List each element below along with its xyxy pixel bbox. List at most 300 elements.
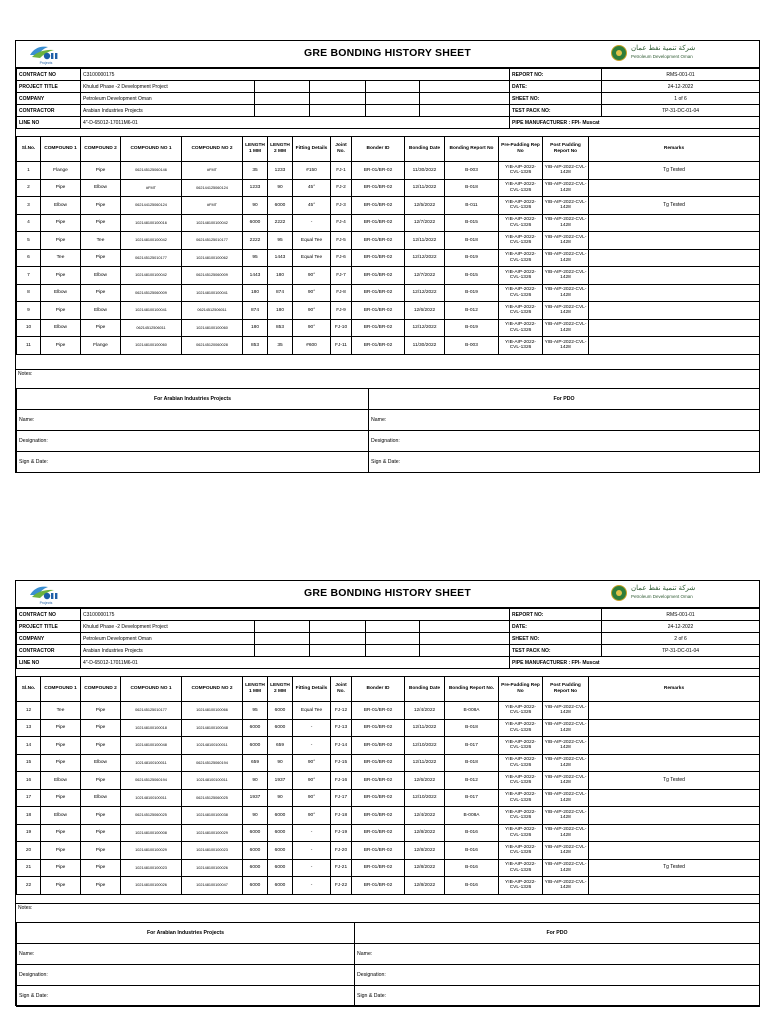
bonding-report-no-cell: B-017 (445, 789, 499, 807)
table-row (17, 319, 760, 337)
compound-2-cell: Pipe (81, 284, 121, 302)
sheet-no-label: SHEET NO: (510, 93, 602, 105)
compound-no-2-cell: 10214810010002​6 (182, 859, 243, 877)
info-empty-cell (310, 621, 366, 633)
compound-1-cell: Elbow (41, 284, 81, 302)
compound-2-cell: Pipe (81, 249, 121, 267)
table-row (17, 719, 760, 737)
company-value: Petroleum Development Oman (81, 633, 255, 645)
compound-no-2-cell: 06214512006002​8 (182, 337, 243, 355)
compound-1-cell: Elbow (41, 772, 81, 790)
test-pack-value: TP-31-DC-01-04 (602, 645, 760, 657)
sl-no-cell: 6 (17, 249, 41, 267)
compound-1-cell: Elbow (41, 807, 81, 825)
fitting-details-cell: - (293, 719, 331, 737)
post-padding-report-no-cell: YIB-AIP-2022-CVL-1428 (543, 162, 589, 180)
fitting-details-cell: 90° (293, 284, 331, 302)
length-1-cell: 6000 (243, 842, 268, 860)
sl-no-cell: 22 (17, 877, 41, 895)
compound-2-cell: Elbow (81, 789, 121, 807)
post-padding-report-no-cell: YIB-AIP-2022-CVL-1428 (543, 214, 589, 232)
post-padding-report-no-cell: YIB-AIP-2022-CVL-1428 (543, 284, 589, 302)
post-padding-report-no-cell: YIB-AIP-2022-CVL-1428 (543, 842, 589, 860)
length-2-cell: 6000 (268, 842, 293, 860)
table-row (17, 772, 760, 790)
post-padding-report-no-cell: YIB-AIP-2022-CVL-1428 (543, 877, 589, 895)
sl-no-cell: 18 (17, 807, 41, 825)
test-pack-value: TP-31-DC-01-04 (602, 105, 760, 117)
length-1-cell: 6000 (243, 824, 268, 842)
line-no-label: LINE NO (17, 117, 81, 129)
table-row (17, 249, 760, 267)
info-empty-cell (420, 93, 510, 105)
compound-2-cell: Pipe (81, 859, 121, 877)
date-value: 24-12-2022 (602, 81, 760, 93)
bonding-report-no-cell: B-016 (445, 877, 499, 895)
compound-no-1-cell: 10214810010000​8 (121, 824, 182, 842)
compound-no-1-cell: 06214412506012​4 (121, 197, 182, 215)
pre-padding-rep-no-cell: YIB-AIP-2022-CVL-1326 (499, 737, 543, 755)
bonding-date-cell: 12/8/2022 (405, 842, 445, 860)
sl-no-cell: 7 (17, 267, 41, 285)
remarks-cell (589, 842, 760, 860)
compound-1-cell: Tee (41, 249, 81, 267)
logo-caption: Projects (39, 61, 53, 65)
fitting-details-cell: Equal Tee (293, 249, 331, 267)
compound-no-2-cell: 10214810010006​2 (182, 249, 243, 267)
compound-no-2-cell: 10214810010004​1 (182, 284, 243, 302)
bonder-id-cell: BR-01/BR-02 (352, 284, 405, 302)
post-padding-report-no-cell: YIB-AIP-2022-CVL-1428 (543, 737, 589, 755)
joint-no-cell: FJ-8 (331, 284, 352, 302)
pre-padding-rep-no-cell: YIB-AIP-2022-CVL-1326 (499, 719, 543, 737)
fitting-details-cell: 90° (293, 319, 331, 337)
fitting-details-cell: 90° (293, 754, 331, 772)
col-header: Remarks (589, 677, 760, 702)
remarks-cell (589, 302, 760, 320)
table-header-row (17, 677, 760, 702)
length-1-cell: 6000 (243, 859, 268, 877)
info-empty-cell (420, 621, 510, 633)
bonding-date-cell: 12/11/2022 (405, 232, 445, 250)
sheet-no-value: 2 of 6 (602, 633, 760, 645)
compound-1-cell: Elbow (41, 197, 81, 215)
sl-no-cell: 16 (17, 772, 41, 790)
bonding-date-cell: 12/12/2022 (405, 249, 445, 267)
info-empty-cell (255, 105, 310, 117)
col-header: LENGTH 1 MM (243, 137, 268, 162)
test-pack-label: TEST PACK NO: (510, 645, 602, 657)
sl-no-cell: 13 (17, 719, 41, 737)
remarks-cell (589, 179, 760, 197)
compound-no-1-cell: 10214810010006​0 (121, 337, 182, 355)
table-row (17, 702, 760, 720)
sl-no-cell: 20 (17, 842, 41, 860)
remarks-cell (589, 214, 760, 232)
col-header: Sl.No. (17, 677, 41, 702)
pipe-manufacturer: PIPE MANUFACTURER : FPI- Muscat (510, 117, 760, 129)
info-empty-cell (366, 81, 420, 93)
bonding-report-no-cell: B-019 (445, 319, 499, 337)
info-empty-cell (255, 633, 310, 645)
compound-1-cell: Pipe (41, 337, 81, 355)
bonding-date-cell: 11/30/2022 (405, 337, 445, 355)
joint-no-cell: FJ-5 (331, 232, 352, 250)
length-2-cell: 95 (268, 232, 293, 250)
compound-no-1-cell: 10214810010002​3 (121, 859, 182, 877)
col-header: Bonder ID (352, 137, 405, 162)
contractor-value: Arabian Industries Projects (81, 105, 255, 117)
bonding-report-no-cell: B-019 (445, 284, 499, 302)
compound-2-cell: Tee (81, 232, 121, 250)
remarks-cell (589, 824, 760, 842)
table-row (17, 267, 760, 285)
compound-no-2-cell: #FMT (182, 197, 243, 215)
fitting-details-cell: #150 (293, 162, 331, 180)
bonding-report-no-cell: B-016 (445, 824, 499, 842)
length-2-cell: 180 (268, 302, 293, 320)
compound-no-1-cell: 10214810010001​8 (121, 719, 182, 737)
bonding-report-no-cell: B-003 (445, 162, 499, 180)
bonder-id-cell: BR-01/BR-02 (352, 319, 405, 337)
bonding-report-no-cell: B-018 (445, 719, 499, 737)
compound-1-cell: Pipe (41, 789, 81, 807)
sig-pdo-heading: For PDO (369, 389, 760, 410)
length-2-cell: 2222 (268, 214, 293, 232)
joint-no-cell: FJ-13 (331, 719, 352, 737)
sl-no-cell: 11 (17, 337, 41, 355)
length-2-cell: 35 (268, 337, 293, 355)
fitting-details-cell: #600 (293, 337, 331, 355)
report-no-value: RMS-001-01 (602, 609, 760, 621)
bonding-date-cell: 12/6/2022 (405, 772, 445, 790)
info-empty-cell (366, 645, 420, 657)
joint-no-cell: FJ-19 (331, 824, 352, 842)
bonding-report-no-cell: B-008A (445, 702, 499, 720)
post-padding-report-no-cell: YIB-AIP-2022-CVL-1428 (543, 807, 589, 825)
sl-no-cell: 5 (17, 232, 41, 250)
sig-pdo-heading: For PDO (355, 923, 760, 944)
bonding-date-cell: 12/10/2022 (405, 737, 445, 755)
fitting-details-cell: 90° (293, 772, 331, 790)
length-2-cell: 90 (268, 754, 293, 772)
table-row (17, 214, 760, 232)
sl-no-cell: 1 (17, 162, 41, 180)
length-2-cell: 6000 (268, 824, 293, 842)
sheet-frame (15, 40, 760, 473)
compound-no-1-cell: 06214512506011 (121, 319, 182, 337)
compound-no-2-cell: 10214810010006​0 (182, 319, 243, 337)
length-1-cell: 853 (243, 337, 268, 355)
remarks-cell (589, 719, 760, 737)
sheet-no-value: 1 of 6 (602, 93, 760, 105)
post-padding-report-no-cell: YIB-AIP-2022-CVL-1428 (543, 824, 589, 842)
length-2-cell: 853 (268, 319, 293, 337)
bonding-table (16, 136, 760, 355)
sl-no-cell: 2 (17, 179, 41, 197)
length-2-cell: 1937 (268, 772, 293, 790)
bonding-date-cell: 11/30/2022 (405, 162, 445, 180)
fitting-details-cell: - (293, 877, 331, 895)
table-row (17, 162, 760, 180)
post-padding-report-no-cell: YIB-AIP-2022-CVL-1428 (543, 179, 589, 197)
col-header: COMPOUND NO 2 (182, 137, 243, 162)
bonding-date-cell: 12/7/2022 (405, 214, 445, 232)
col-header: Bonding Date (405, 677, 445, 702)
joint-no-cell: FJ-6 (331, 249, 352, 267)
length-1-cell: 180 (243, 319, 268, 337)
bonding-report-no-cell: B-018 (445, 754, 499, 772)
bonder-id-cell: BR-01/BR-02 (352, 162, 405, 180)
compound-2-cell: Pipe (81, 877, 121, 895)
sl-no-cell: 10 (17, 319, 41, 337)
sig-contractor-designation: Designation: (17, 965, 355, 986)
joint-no-cell: FJ-20 (331, 842, 352, 860)
length-1-cell: 1937 (243, 789, 268, 807)
report-no-label: REPORT NO: (510, 69, 602, 81)
joint-no-cell: FJ-10 (331, 319, 352, 337)
length-1-cell: 6000 (243, 719, 268, 737)
sig-contractor-name: Name: (17, 410, 369, 431)
pre-padding-rep-no-cell: YIB-AIP-2022-CVL-1326 (499, 772, 543, 790)
info-empty-cell (255, 621, 310, 633)
bonding-report-no-cell: B-015 (445, 214, 499, 232)
post-padding-report-no-cell: YIB-AIP-2022-CVL-1428 (543, 337, 589, 355)
compound-no-2-cell: 10214810010002​3 (182, 842, 243, 860)
sl-no-cell: 12 (17, 702, 41, 720)
bonding-date-cell: 12/8/2022 (405, 877, 445, 895)
pdo-logo (611, 583, 751, 605)
bonding-report-no-cell: B-017 (445, 737, 499, 755)
post-padding-report-no-cell: YIB-AIP-2022-CVL-1428 (543, 249, 589, 267)
info-table (16, 68, 760, 129)
info-empty-cell (420, 81, 510, 93)
pre-padding-rep-no-cell: YIB-AIP-2022-CVL-1326 (499, 214, 543, 232)
pre-padding-rep-no-cell: YIB-AIP-2022-CVL-1326 (499, 824, 543, 842)
length-2-cell: 6000 (268, 807, 293, 825)
length-2-cell: 6000 (268, 197, 293, 215)
pre-padding-rep-no-cell: YIB-AIP-2022-CVL-1326 (499, 197, 543, 215)
length-1-cell: 6000 (243, 214, 268, 232)
length-2-cell: 180 (268, 267, 293, 285)
contract-no-value: C3100000175 (81, 69, 510, 81)
info-empty-cell (310, 93, 366, 105)
compound-no-1-cell: 10214810010004​8 (121, 737, 182, 755)
post-padding-report-no-cell: YIB-AIP-2022-CVL-1428 (543, 789, 589, 807)
col-header: LENGTH 2 MM (268, 137, 293, 162)
bonding-date-cell: 12/11/2022 (405, 754, 445, 772)
bonder-id-cell: BR-01/BR-02 (352, 824, 405, 842)
table-row (17, 842, 760, 860)
bonding-date-cell: 12/4/2022 (405, 807, 445, 825)
col-header: Sl.No. (17, 137, 41, 162)
post-padding-report-no-cell: YIB-AIP-2022-CVL-1428 (543, 267, 589, 285)
post-padding-report-no-cell: YIB-AIP-2022-CVL-1428 (543, 232, 589, 250)
compound-2-cell: Elbow (81, 179, 121, 197)
col-header: Bonding Report No (445, 137, 499, 162)
remarks-cell: Tg Tested (589, 772, 760, 790)
bonder-id-cell: BR-01/BR-02 (352, 197, 405, 215)
sig-contractor-sign-date: Sign & Date: (17, 452, 369, 473)
info-empty-cell (255, 645, 310, 657)
remarks-cell (589, 737, 760, 755)
company-label: COMPANY (17, 93, 81, 105)
pdo-seal-icon (611, 45, 627, 61)
bonder-id-cell: BR-01/BR-02 (352, 179, 405, 197)
contract-no-value: C3100000175 (81, 609, 510, 621)
sl-no-cell: 14 (17, 737, 41, 755)
sl-no-cell: 4 (17, 214, 41, 232)
pre-padding-rep-no-cell: YIB-AIP-2022-CVL-1326 (499, 807, 543, 825)
joint-no-cell: FJ-9 (331, 302, 352, 320)
logo-caption: Projects (39, 601, 53, 605)
fitting-details-cell: - (293, 214, 331, 232)
compound-no-1-cell: 10214810010004​2 (121, 267, 182, 285)
remarks-cell (589, 789, 760, 807)
bonding-date-cell: 12/4/2022 (405, 702, 445, 720)
remarks-cell (589, 807, 760, 825)
length-2-cell: 6000 (268, 719, 293, 737)
bonding-report-no-cell: B-016 (445, 859, 499, 877)
compound-no-2-cell: 06214512506011 (182, 302, 243, 320)
compound-no-1-cell: 06214512506019​4 (121, 772, 182, 790)
compound-1-cell: Flange (41, 162, 81, 180)
pre-padding-rep-no-cell: YIB-AIP-2022-CVL-1326 (499, 337, 543, 355)
compound-1-cell: Pipe (41, 214, 81, 232)
col-header: Fitting Details (293, 677, 331, 702)
remarks-cell: Tg Tested (589, 859, 760, 877)
compound-1-cell: Elbow (41, 319, 81, 337)
sig-pdo-name: Name: (355, 944, 760, 965)
contractor-value: Arabian Industries Projects (81, 645, 255, 657)
sl-no-cell: 3 (17, 197, 41, 215)
length-2-cell: 90 (268, 179, 293, 197)
pdo-english-name: Petroleum Development Oman (631, 594, 693, 599)
length-1-cell: 180 (243, 284, 268, 302)
sig-contractor-name: Name: (17, 944, 355, 965)
col-header: LENGTH 1 MM (243, 677, 268, 702)
sig-pdo-sign-date: Sign & Date: (369, 452, 760, 473)
compound-2-cell: Elbow (81, 754, 121, 772)
pre-padding-rep-no-cell: YIB-AIP-2022-CVL-1326 (499, 789, 543, 807)
compound-no-1-cell: 06214512506002​5 (121, 807, 182, 825)
compound-2-cell: Pipe (81, 842, 121, 860)
info-empty-cell (420, 645, 510, 657)
table-row (17, 232, 760, 250)
bonder-id-cell: BR-01/BR-02 (352, 859, 405, 877)
joint-no-cell: FJ-16 (331, 772, 352, 790)
joint-no-cell: FJ-17 (331, 789, 352, 807)
bonder-id-cell: BR-01/BR-02 (352, 807, 405, 825)
info-empty-cell (420, 633, 510, 645)
sheet-header (16, 581, 759, 608)
signature-table (16, 388, 760, 473)
table-row (17, 302, 760, 320)
compound-no-2-cell: 10214810010001​1 (182, 772, 243, 790)
compound-no-1-cell: 10214810010002​9 (121, 842, 182, 860)
joint-no-cell: FJ-15 (331, 754, 352, 772)
length-1-cell: 90 (243, 807, 268, 825)
notes-label: Notes: (18, 371, 33, 377)
length-1-cell: 1233 (243, 179, 268, 197)
report-no-label: REPORT NO: (510, 609, 602, 621)
fitting-details-cell: Equal Tee (293, 232, 331, 250)
table-row (17, 284, 760, 302)
bonder-id-cell: BR-01/BR-02 (352, 789, 405, 807)
col-header: COMPOUND NO 1 (121, 137, 182, 162)
compound-no-1-cell: #FMT (121, 179, 182, 197)
sl-no-cell: 8 (17, 284, 41, 302)
post-padding-report-no-cell: YIB-AIP-2022-CVL-1428 (543, 197, 589, 215)
info-table (16, 608, 760, 669)
length-2-cell: 90 (268, 789, 293, 807)
table-row (17, 197, 760, 215)
bonder-id-cell: BR-01/BR-02 (352, 877, 405, 895)
info-empty-cell (366, 621, 420, 633)
length-1-cell: 90 (243, 197, 268, 215)
col-header: Bonding Date (405, 137, 445, 162)
sig-contractor-heading: For Arabian Industries Projects (17, 389, 369, 410)
line-no-label: LINE NO (17, 657, 81, 669)
joint-no-cell: FJ-14 (331, 737, 352, 755)
length-1-cell: 1443 (243, 267, 268, 285)
signature-table (16, 922, 760, 1007)
pdo-logo (611, 43, 751, 65)
compound-no-2-cell: 10214810010004​8 (182, 719, 243, 737)
compound-no-1-cell: 06214512501017​7 (121, 249, 182, 267)
compound-1-cell: Pipe (41, 737, 81, 755)
sig-contractor-sign-date: Sign & Date: (17, 986, 355, 1007)
compound-no-1-cell: 06214512506014​6 (121, 162, 182, 180)
sheet-title: GRE BONDING HISTORY SHEET (304, 47, 471, 59)
bonder-id-cell: BR-01/BR-02 (352, 754, 405, 772)
table-row (17, 754, 760, 772)
contractor-label: CONTRACTOR (17, 645, 81, 657)
length-2-cell: 1233 (268, 162, 293, 180)
length-2-cell: 874 (268, 284, 293, 302)
pipe-manufacturer: PIPE MANUFACTURER : FPI- Muscat (510, 657, 760, 669)
remarks-cell (589, 284, 760, 302)
fitting-details-cell: Equal Tee (293, 702, 331, 720)
compound-2-cell: Pipe (81, 214, 121, 232)
joint-no-cell: FJ-22 (331, 877, 352, 895)
pre-padding-rep-no-cell: YIB-AIP-2022-CVL-1326 (499, 179, 543, 197)
col-header: Pre-Padding Rep No (499, 677, 543, 702)
joint-no-cell: FJ-7 (331, 267, 352, 285)
col-header: COMPOUND 1 (41, 677, 81, 702)
compound-2-cell: Pipe (81, 772, 121, 790)
info-empty-cell (255, 93, 310, 105)
info-empty-cell (366, 633, 420, 645)
bonding-date-cell: 12/11/2022 (405, 719, 445, 737)
compound-1-cell: Pipe (41, 719, 81, 737)
bonder-id-cell: BR-01/BR-02 (352, 702, 405, 720)
joint-no-cell: FJ-11 (331, 337, 352, 355)
compound-no-2-cell: 10214810010004​2 (182, 214, 243, 232)
pre-padding-rep-no-cell: YIB-AIP-2022-CVL-1326 (499, 302, 543, 320)
col-header: Bonder ID (352, 677, 405, 702)
compound-1-cell: Pipe (41, 842, 81, 860)
compound-no-1-cell: 10214810010004​1 (121, 302, 182, 320)
compound-2-cell: Elbow (81, 267, 121, 285)
compound-2-cell: Pipe (81, 737, 121, 755)
compound-no-1-cell: 10214810010004​2 (121, 232, 182, 250)
length-2-cell: 6000 (268, 702, 293, 720)
bonding-date-cell: 12/5/2022 (405, 197, 445, 215)
compound-no-2-cell: 06214412506012​4 (182, 179, 243, 197)
table-row (17, 337, 760, 355)
compound-2-cell: Pipe (81, 807, 121, 825)
